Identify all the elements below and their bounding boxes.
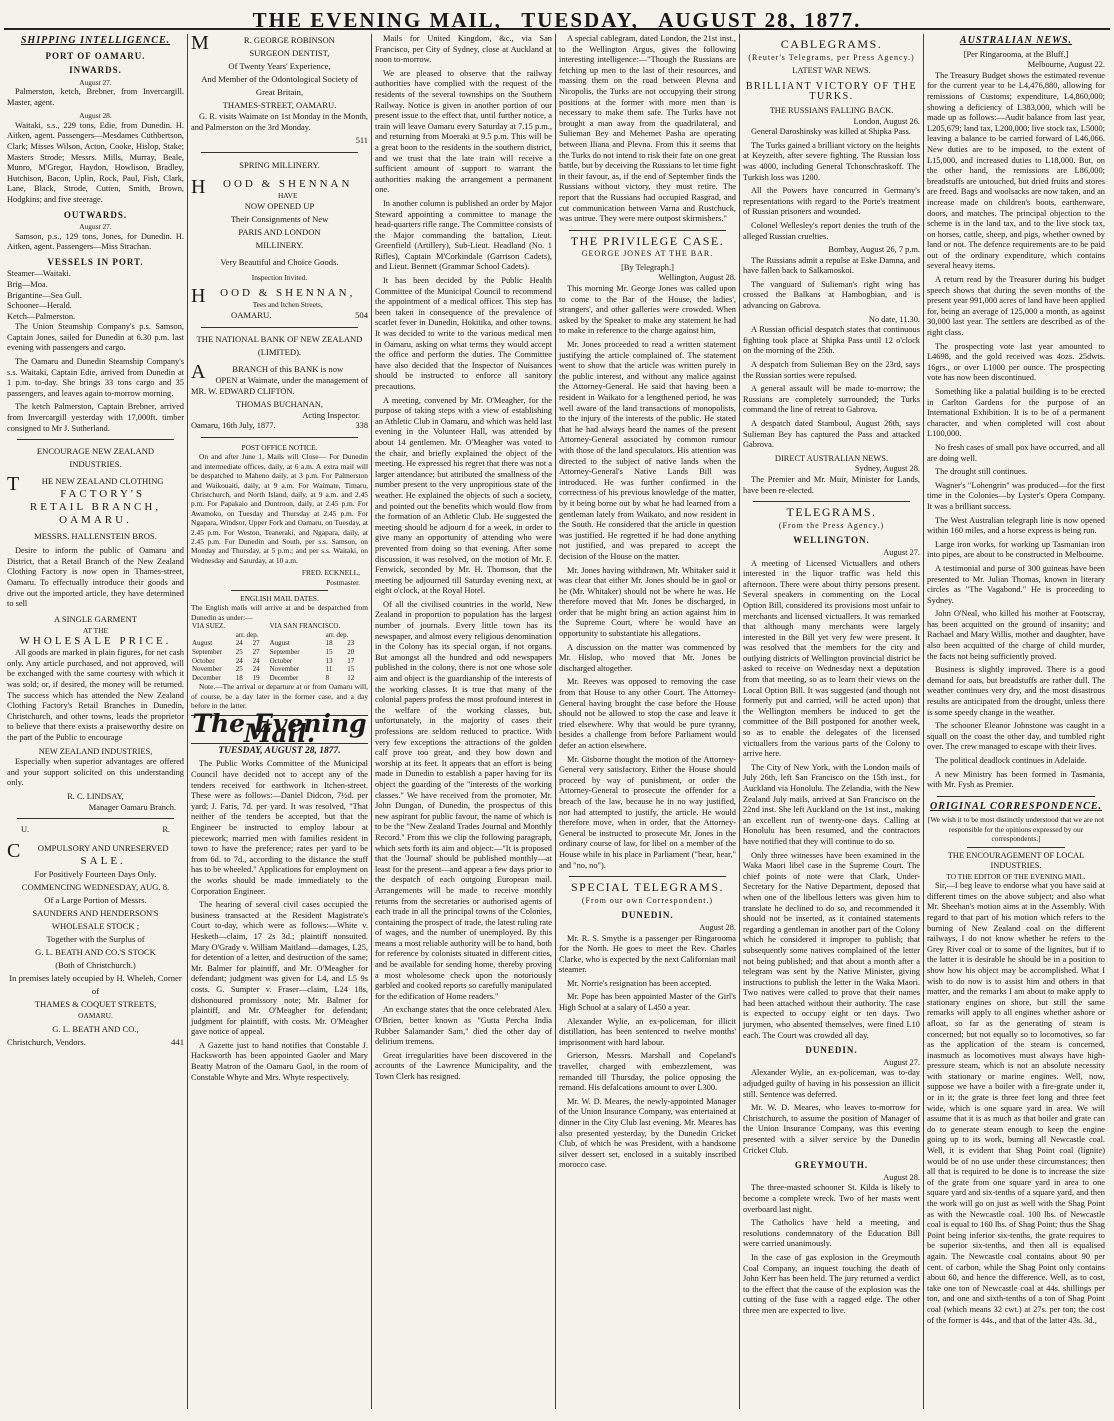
table-cell: 27 xyxy=(252,648,260,657)
paragraph: Business is slightly improved. There is a good demand for oats, but breadstuffs are rather dull. The weather continues very dry, and the most disastrous results are anticipated from the drought, unless there is some speedy change in the weather. xyxy=(927,665,1105,717)
table-row xyxy=(191,657,368,666)
paragraph: Waitaki, s.s., 229 tons, Edie, from Dunedin. H. Aitken, agent. Passengers—Mesdames Cuthbertson, Clark; Misses Wilson, Acton, Cooke, Hislop, Stake; Masters Strode; Messrs. Mills, Murray, Beale, Munro, M'Gregor, Haydon, Howlison, Bradley, Hutchison, Bacon, Uplin, Rock, Paul, Fish, Clark, Lane, Black, Strode, Cutten, Smith, Brown, Hodgkins; and five steerage. xyxy=(7,120,184,204)
advert-line: MESSRS. HALLENSTEIN BROS. xyxy=(34,531,157,542)
advert-line: SURGEON DENTIST, xyxy=(249,48,330,58)
paragraph: Palmerston, ketch, Brebner, from Invercargill. Master, agent. xyxy=(7,87,184,107)
advert-line: Inspection Invited. xyxy=(251,273,308,283)
vessels-heading: VESSELS IN PORT. xyxy=(47,256,144,267)
section-subheading: (Reuter's Telegrams, per Press Agency.) xyxy=(748,52,915,62)
dateline: London, August 26. xyxy=(853,116,920,126)
advert-line: U. xyxy=(21,825,30,835)
vessel-list xyxy=(7,269,184,322)
paragraph: John O'Neal, who killed his mother at Footscray, has been acquitted on the ground of insanity; and Rachael and Mary Willis, mother and daughter, have also been acquitted of the charge of child murder, the facts not being sufficiently proved. xyxy=(927,609,1105,661)
column-2 xyxy=(188,34,372,1409)
paragraph: General Daroshinsky was killed at Shipka Pass. xyxy=(751,127,911,137)
paragraph: The vanguard of Sulieman's right wing has crossed the Balkans at Hambogbian, and is advancing on Gabrova. xyxy=(743,279,920,311)
advert-line: And Member of the Odontological Society of Great Britain, xyxy=(201,74,358,97)
advert-line: COMMENCING WEDNESDAY, AUG. 8. xyxy=(21,881,170,892)
table-cell: November xyxy=(192,665,222,674)
advert-dentist xyxy=(191,34,368,112)
table-row xyxy=(191,674,368,683)
list-item: Brig—Moa. xyxy=(7,279,48,289)
shipping-heading: SHIPPING INTELLIGENCE. xyxy=(20,35,171,46)
column-3 xyxy=(372,34,556,1409)
table-cell: 12 xyxy=(347,673,355,682)
table-cell: 23 xyxy=(347,639,355,648)
paragraph: Desire to inform the public of Oamaru and District, that a Retail Branch of the New Zealand Clothing Factory is now open in Thames-street, Oamaru. To effectually introduce their goods and drive out the imported article, they have determined to sell xyxy=(7,546,184,609)
paragraph: Sir,—I beg leave to endorse what you have said at different times on the above subject; and also what Mr. Sheehan's motion aims at in the Assembly. With regard to that part of his motion which refers to the burning of New Zealand coal on the different railways, I do not know whether he refers to the Grey River coal or to some of the lignites, but if to the latter it is desirable he should be in a position to show how his object may be accomplished. What I wish to do now is to assist him and others in that matter, and the remarks I am about to make apply to stationary engines on shore, but still the same remarks will apply to all engines whether ashore or afloat, so far as the generating of steam is concerned; but not equally so to locomotives, so far as the application of the steam is concerned, inasmuch as locomotives must always have high-pressure steam, which is not an absolute necessity with stationary or marine engines. Well, now, suppose we have a boiler with a fire-grate under it, or in it; the grate is three feet long and three feet wide, which is one square yard in area. We will assume that it is as much as that boiler and grate can do to generate steam enough to keep the engine going up to its work, burning all Newcastle coal. Well, it is evident that Shag Point coal (lignite) would be of no use under these circumstances; then all that is required to be done is to increase the size of the grate from one square yard in area to one square yard and six-tenths of a square yard, and then the work will go on just as well with the Shag Point as with the Newcastle coal. 100 lbs. of Newcastle coal is equal to 160 lbs. of Shag Point; thus the Shag Point being inferior six-tenths, the grate requires to be superior six-tenths, and then all is equalised again. The Newcastle coal contains about 90 per cent. of carbon, while the Shag Point only contains about 60, and hence the difference. Well, as to cost, take one ton of Newcastle coal at 44s. shillings per ton, and one and sixth-tenths of a ton of Shag Point coal (which means 32 cwt.) at 27s. per ton; the cost of the former is 44s., and that of the latter 43s. 3d., xyxy=(927,881,1105,1325)
advert-line: G. L. BEATH AND CO.'S STOCK xyxy=(35,946,156,957)
advert-line: RETAIL BRANCH, xyxy=(29,501,162,514)
paragraph: Mr. Norrie's resignation has been accepted. xyxy=(567,978,712,988)
paragraph: The drought still continues. xyxy=(935,467,1028,477)
advert-line: MILLINERY. xyxy=(255,240,304,251)
table-cell: 25 xyxy=(235,648,243,657)
list-item: Brigantine—Sea Gull. xyxy=(7,290,82,300)
advert-line: A SINGLE GARMENT xyxy=(53,613,138,624)
paragraph: Of all the civilised countries in the world, New Zealand in proportion to population has the largest number of journals. Every little town has its newspaper, and almost every religious denomination in the Colony has its special organ, if not organs. But amongst all the hundred and odd newspapers published in the colony, there is not one whose sole aim and object is the guardianship of the interests of the working classes. It is true that many of the colonial papers profess the most profound interest in the welfare of the working classes, but, unfortunately, in the majority of cases their professions are seldom reduced to practice. With very few exceptions the attractions of the golden calf prove too great, and they bow down and worship at its feet. It appears that an effort is being made in Dunedin to establish a paper having for its object the guarding of the "interests of the working classes." We have received from the promoter, Mr. John Dungan, of Dunedin, the prospectus of this new aspirant for public favour, the name of which is to be the "New Zealand Trades Journal and Monthly Record." From this we clip the following paragraph, which sets forth its aim and object:—"It is proposed that the 'Journal' should be published monthly—at least for the present—and appear a few days prior to the despatch of each outgoing European mail. Arrangements will be made to receive monthly returns from the secretaries or authorised agents of each trade in all the principal towns of the Colonies, containing the prospect of trade, the latest ruling rate of wages, and the number of unemployed. By this means a most reliable authority will be to hand, both for reference by colonists situated in different cities, and be available for sending home, thereby proving a most wholesome check upon the notoriously garbled and cooked reports so carefully manipulated for the edification of Home readers." xyxy=(375,599,552,1001)
table-header: arr. dep. xyxy=(235,630,259,639)
paragraph: Mr. Reeves was opposed to removing the case from that House to any other Court. The Attorney-General having brought the case before the House should not be allowed to stop the case and leave it tried elsewhere. Why that would be pure tyranny, besides a challenge from before Parliament would defer an action elsewhere. xyxy=(559,677,736,750)
issue-date: TUESDAY, AUGUST 28, 1877. xyxy=(218,745,341,756)
paragraph: Alexander Wylie, an ex-policeman, was to-day adjudged guilty of having in his possession an illicit still. Sentence was deferred. xyxy=(743,1068,920,1099)
drop-cap: H xyxy=(191,284,206,307)
place-heading: DUNEDIN. xyxy=(621,910,674,921)
divider xyxy=(201,152,358,153)
dateline: August 27. xyxy=(883,1057,920,1067)
drop-cap: C xyxy=(7,839,21,862)
paragraph: Wagner's "Lohengrin" was produced—for the first time in the Colonies—by Lyster's Opera Company. It was a brilliant success. xyxy=(927,480,1105,511)
advert-line: SPRING MILLINERY. xyxy=(239,159,320,170)
table-row xyxy=(191,648,368,657)
paragraph: The Premier and Mr. Muir, Minister for Lands, have been re-elected. xyxy=(743,474,920,495)
paragraph: A special cablegram, dated London, the 21st inst., to the Wellington Argus, gives the following interesting intelligence:—"Though the Russians are fetching up men to the last of their resources, and massing them on the road between Plevna and Nicopolis, the Turks are not occupying their strong positions at the former with more men than is necessary to make them safe. The Turks have not brought a man away from the quadrilateral, and Sulieman Bey and Mehemet Pasha are operating between Iliana and Plevna. From this it seems that the Turks do not intend to risk their fate on one great battle, but by deceiving the Russians to let time fight in their favour, as, if the end of September finds the Russians without victory, they must retire. The report that the Russians had occupied Rasgrad, and cut communication between Varna and Rustchuck, was untrue. They were mere outpost skirmishers." xyxy=(559,34,736,224)
advert-number: 338 xyxy=(355,421,368,431)
paragraph: The City of New York, with the London mails of July 26th, left San Francisco on the 15th inst., for Auckland via Honolulu. The Zelandia, with the New Zealand July mails, arrived at San Francisco on the 22nd inst. She left Auckland on the 1st inst., making an excellent run of twenty-one days. Calling at Honolulu has been resumed, and the contractors have notified that they will continue to do so. xyxy=(743,762,920,846)
paragraph: Especially when superior advantages are offered and your support solicited on this understanding only. xyxy=(7,757,184,788)
paragraph: A new Ministry has been formed in Tasmania, with Mr. Fysh as Premier. xyxy=(927,769,1105,790)
place-heading: GREYMOUTH. xyxy=(794,1160,869,1171)
section-subheading: (From our own Correspondent.) xyxy=(581,895,714,905)
table-cell: 17 xyxy=(347,656,355,665)
dateline: [By Telegraph.] xyxy=(621,262,674,272)
dateline: Melbourne, August 22. xyxy=(1027,60,1105,70)
advert-line: FACTORY'S xyxy=(60,488,146,501)
paragraph: Grierson, Messrs. Marshall and Copeland's traveller, charged with embezzlement, was remanded till Thursday, the police opposing the remand. His defalcations amount to over L300. xyxy=(559,1051,736,1093)
advert-line: OMPULSORY AND UNRESERVED xyxy=(37,842,169,853)
divider xyxy=(569,876,726,877)
advert-line: THAMES-STREET, OAMARU. xyxy=(222,100,337,110)
dateline: August 27. xyxy=(883,547,920,557)
table-cell: 18 xyxy=(235,673,243,682)
advert-line: Very Beautiful and Choice Goods. xyxy=(220,257,339,268)
divider xyxy=(201,327,358,328)
paragraph: G. R. visits Waimate on 1st Monday in the Month, and Palmerston on the 3rd Monday. xyxy=(191,112,368,132)
paragraph: Mails for United Kingdom, &c., via San Francisco, per City of Sydney, close at Auckland at noon to-morrow. xyxy=(375,34,552,65)
section-heading: BRILLIANT VICTORY OF THE TURKS. xyxy=(745,80,918,103)
advert-line: For Positively Fourteen Days Only. xyxy=(34,868,157,879)
paragraph: A testimonial and purse of 300 guineas have been presented to Mr. Julian Thomas, known in literary circles as "The Vagabond." He is proceeding to Sydney. xyxy=(927,563,1105,605)
advert-sale xyxy=(7,839,184,1049)
table-cell: 19 xyxy=(252,673,260,682)
dateline: August 28. xyxy=(79,111,112,121)
advert-line: AT THE xyxy=(83,625,108,635)
section-heading: THE PRIVILEGE CASE. xyxy=(570,233,725,248)
advert-line: Christchurch, Vendors. xyxy=(7,1037,86,1048)
newspaper-page xyxy=(4,4,1110,1413)
paragraph: Alexander Wylie, an ex-policeman, for illicit distillation, has been sentenced to twelve months' imprisonment with hard labour. xyxy=(559,1016,736,1047)
paragraph: The political deadlock continues in Adelaide. xyxy=(935,756,1087,765)
table-cell: August xyxy=(269,639,290,648)
inwards-heading: INWARDS. xyxy=(69,65,122,76)
advert-line: Together with the Surplus of xyxy=(46,933,145,944)
table-row xyxy=(191,639,368,648)
table-cell: October xyxy=(269,656,293,665)
outwards-heading: OUTWARDS. xyxy=(63,209,128,220)
section-subheading: DIRECT AUSTRALIAN NEWS. xyxy=(774,453,889,463)
section-subheading: LATEST WAR NEWS. xyxy=(792,66,871,76)
paragraph: No fresh cases of small pox have occurred, and all are doing well. xyxy=(927,442,1105,463)
paragraph: The ketch Palmerston, Captain Brebner, arrived from Invercargill yesterday with 17,000ft. timber consigned to Mr J. Sutherland. xyxy=(7,402,184,433)
drop-cap: T xyxy=(7,473,20,496)
paragraph: Only three witnesses have been examined in the Waka Maori libel case in the Supreme Court. The chief points of note were that Clark, Under-Secretary for the Native Department, deposed that when one of the libellous letters was given him to translate he declined to do so, and recommended it should not be inserted, as it contained statements regarding a gentleman in another part of the Colony which he considered it improper to publish; that subsequently some natives complained of the letter not being published; and that about a month after a telegram was sent by the Native Minister, giving instructions to publish the letter in the Waka Maori. Two natives were called to prove that their names had been attached without their authority. The case is expected to occupy eight or ten days. Two jurymen, who absented themselves, were fined L10 each. The Court was crowded all day. xyxy=(743,850,920,1040)
column-4 xyxy=(556,34,740,1409)
divider xyxy=(753,501,910,502)
paragraph: A discussion on the matter was commenced by Mr. Hislop, who moved that Mr. Jones be discharged altogether. xyxy=(559,642,736,673)
advert-line: SAUNDERS AND HENDERSON'S xyxy=(32,907,159,918)
paragraph: Note.—The arrival or departure at or from Oamaru will, of course, be a day later in the former case, and a day before in the latter. xyxy=(191,682,368,711)
advert-line: Their Consignments of New xyxy=(230,214,329,225)
dateline: August 28. xyxy=(699,922,736,932)
section-subheading: THE ENCOURAGEMENT OF LOCAL INDUSTRIES. xyxy=(947,850,1085,871)
paragraph: The Russians admit a repulse at Eske Damna, and have fallen back to Salkamoskoi. xyxy=(743,255,920,276)
advert-line: SALE. xyxy=(80,854,126,867)
column-1 xyxy=(4,34,188,1409)
paragraph: A general assault will be made to-morrow; the Russians are completely surrounded; the Turks command the line of retreat to Gabrova. xyxy=(743,384,920,415)
advert-line: NEW ZEALAND INDUSTRIES, xyxy=(38,746,153,756)
dateline: August 27. xyxy=(79,77,112,87)
table-cell: October xyxy=(192,656,215,665)
signature: Manager Oamaru Branch. xyxy=(88,802,176,812)
paragraph: The Public Works Committee of the Municipal Council have decided not to accept any of the tenders received for earthwork in Itchen-street. These were as follows:—Daniel Didcon, 7½d. per yard; J. Faris, 7d. per yard. It was resolved, "That neither of the tenders be accepted, but that the Engineer be instructed to employ labour at piecework; married men with families resident in town to have the preference; rates per yard to be from 6d. to 7d., according to the distance the stuff has to be wheeled." Applications for employment on the works should be made immediately to the Corporation Engineer. xyxy=(191,759,368,896)
advert-line: Of a Large Portion of Messrs. xyxy=(44,894,147,905)
dateline: Bombay, August 26, 7 p.m. xyxy=(828,245,920,255)
table-cell: 11 xyxy=(325,665,333,674)
paragraph: We are pleased to observe that the railway authorities have complied with the request of the residents of the several townships on the Southern Railway. Notice is given in another portion of our present issue to the effect that, until further notice, a train will leave Oamaru every Saturday at 7.15 p.m., and returning from Moeraki at 9.5 p.m. This will be a great boon to the residents in the southern district, and we trust that the late train will receive a sufficient amount of support to warrant the authorities making the arrangement a permanent one. xyxy=(375,68,552,195)
table-cell: September xyxy=(269,648,300,657)
table-header: arr. dep. xyxy=(325,630,349,639)
advert-line: R. GEORGE ROBINSON xyxy=(243,35,335,45)
place-heading: WELLINGTON. xyxy=(793,535,870,546)
advert-line: INDUSTRIES. xyxy=(69,459,122,470)
drop-cap: H xyxy=(191,175,206,198)
section-heading: ENGLISH MAIL DATES. xyxy=(240,594,319,604)
paragraph: Mr. Gisborne thought the motion of the Attorney-General very satisfactory. Either the House should proceed by way of punishment, or order the Attorney-General to prosecute the offender for a breach of the law, because he in no way justified, nor had attempted to justify, the article. He would therefore move, when in order, that the Attorney-General be instructed to prosecute Mr. Jones in the ordinary course of law, for libel on a member of the House while in his place in Parliament ("hear, hear," and "no, no"). xyxy=(559,754,736,870)
paragraph: The Catholics have held a meeting, and resolutions condemnatory of the Education Bill were carried unanimously. xyxy=(743,1218,920,1249)
paragraph: Mr. Jones having withdrawn, Mr. Whitaker said it was clear that either Mr. Jones should be in gaol or he (Mr. Whitaker) should not be where he was. He therefore moved that Mr. Jones be discharged, in order that he might bring an action against him in the Supreme Court, where he would have an opportunity to substantiate his allegations. xyxy=(559,565,736,639)
drop-cap: M xyxy=(191,34,209,54)
paragraph: An exchange states that the once celebrated Alex. O'Brien, better known as "Gutta Percha India Rubber Salamander Sam," died the other day of delirium tremens. xyxy=(375,1005,552,1047)
paragraph: In another column is published an order by Major Steward appointing a committee to manage the head-quarters rifle range. The Committee consists of the Major commanding the battalion, Lieut. Greenfield (Artillery), Sub-Lieut. Headland (No. 1 Rifles), Captain M'Corkindale (Garrison Cadets), and Lieut. Bennett (Grammar School Cadets). xyxy=(375,198,552,272)
divider xyxy=(201,437,358,438)
paragraph: The hearing of several civil cases occupied the business transacted at the Resident Magistrate's Court to-day, which were as follows:—White v. Hesketh—claim, 17 2s 3d.; plaintiff nonsuited. Mary O'Grady v. William Maitland—damages, L25, for detention of a letter, and destruction of the same; Mr. Balmer for plaintiff, and Mr. O'Meagher for defendant; judgment was given for L4, and L5 9s costs. G. Sumpter v. Fraser—claim, L24 18s, dishonoured promissory note; Mr. Balmer for plaintiff, and Mr. O'Meagher for defendant; judgment for plaintiff, with costs. Mr. O'Meagher gave notice of appeal. xyxy=(191,900,368,1037)
advert-line: THOMAS BUCHANAN, xyxy=(235,400,323,410)
divider xyxy=(231,590,328,591)
place-heading: DUNEDIN. xyxy=(805,1045,858,1056)
advert-line: WHOLESALE PRICE. xyxy=(19,635,172,648)
port-heading: PORT OF OAMARU. xyxy=(45,50,146,61)
section-subheading: THE RUSSIANS FALLING BACK. xyxy=(769,105,894,115)
column-6 xyxy=(924,34,1108,1409)
section-heading: POST OFFICE NOTICE. xyxy=(241,442,318,452)
table-cell: August xyxy=(192,639,213,648)
table-cell: 24 xyxy=(235,656,243,665)
advert-line: OOD & SHENNAN, xyxy=(220,286,356,299)
section-subheading: [Per Ringarooma, at the Bluff.] xyxy=(963,49,1069,59)
disclaimer: [We wish it to be most distinctly understood that we are not responsible for the opinions expressed by our correspondents.] xyxy=(927,815,1105,844)
advert-line: HE NEW ZEALAND CLOTHING xyxy=(41,476,164,487)
section-heading: TELEGRAMS. xyxy=(786,505,877,520)
table-cell: 24 xyxy=(235,639,243,648)
paragraph: The Oamaru and Dunedin Steamship Company's s.s. Waitaki, Captain Edie, arrived from Dunedin at 1 p.m. to-day. She brings 33 tons cargo and 35 passengers, and leaves again to-morrow morning. xyxy=(7,357,184,398)
dateline: August 28. xyxy=(883,1172,920,1182)
paragraph: Colonel Wellesley's report denies the truth of the alleged Russian cruelties. xyxy=(743,220,920,241)
list-item: Schooner—Herald. xyxy=(7,301,72,311)
divider xyxy=(17,818,174,819)
dateline: Sydney, August 28. xyxy=(854,464,920,474)
dateline: No date, 11.30. xyxy=(868,314,920,324)
advert-line: Of Twenty Years' Experience, xyxy=(228,61,331,71)
paragraph: The English mails will arrive at and be despatched from Dunedin as under:— xyxy=(191,603,368,622)
advert-clothing xyxy=(7,445,184,543)
paragraph: Large iron works, for working up Tasmanian iron into pipes, are about to be constructed in Melbourne. xyxy=(927,539,1105,560)
advert-line: R. xyxy=(162,825,170,835)
paragraph: A Gazette just to hand notifies that Constable J. Hacksworth has been appointed Gaoler and Mary Beatty Matron of the Oamaru Gaol, in the room of Constable Whyte and Mrs. Whyte respectively. xyxy=(191,1040,368,1082)
advert-number: 504 xyxy=(355,310,368,320)
paragraph: Mr. Jones proceeded to read a written statement justifying the article complained of. The statement went to show that the article was written purely in the public interest, and without any malice against the Attorney-General. He said that having been a resident in Waikato for a lengthened period, he was well aware of the land transactions of monopolists, to the injury of the interests of the public. He stated that he had always heard the names of the present Attorney-General associated by common rumour with those of the land speculators. His attention was directed to the subject of native lands when the Attorney-General's Native Lands Bill was introduced. He was further confirmed in the correctness of his previous knowledge of the matter, by it being borne out by what he had learned from a gentleman lately from Waikato, and now resident in the South. He considered that the article in question was justified. He regretted if he had done anything not justified, and was prepared to accept the decision of the House on the matter. xyxy=(559,340,736,561)
table-header: VIA SUEZ. xyxy=(192,622,226,631)
table-cell: December xyxy=(192,673,221,682)
table-cell: 8 xyxy=(325,673,330,682)
advert-line: BRANCH of this BANK is now xyxy=(232,364,344,374)
paragraph: On and after June 1, Mails will Close— For Dunedin and intermediate offices, daily, at 6 a.m. A extra mail will be despatched to Maheno daily, at 3 p.m. For Palmerston and Waikouaiti, daily, at 9 a.m. For Waimate, Timaru, Christchurch, and North Island, daily, at 9 a.m. and 2.45 p.m. For Papakaio and Duntroon, daily, at 2.45 p.m. For Awamoko, on Tuesday and Thursday at 2.45 p.m. For Ngapara, Windsor, Upper Fork and Oamaru, on Tuesday, at 2.45 p.m. For Weston, Teaneraki, and Ngapara, daily, at 2.45 p.m. For Dunedin and South, per s.s. Samson, on Monday and Thursday, at 5 p.m.; and per s.s. Waitaki, on Wednesday and Saturday, at 10 a.m. xyxy=(191,452,368,565)
section-heading: SPECIAL TELEGRAMS. xyxy=(570,880,724,895)
table-cell: 24 xyxy=(252,656,260,665)
advert-line: PARIS AND LONDON xyxy=(238,227,321,238)
table-cell: September xyxy=(192,648,222,657)
masthead-title: THE EVENING MAIL, xyxy=(252,8,502,32)
advert-line: HAVE xyxy=(277,190,298,200)
paragraph: The Turks gained a brilliant victory on the heights at Keyzeith, after severe fighting. The Russian loss was 4000, including General Tchonschraskoff. The Turkish loss was 1200. xyxy=(743,140,920,182)
advert-line: THAMES & COQUET STREETS, xyxy=(34,998,157,1009)
table-cell: December xyxy=(269,673,299,682)
list-item: Steamer—Waitaki. xyxy=(7,269,71,279)
paragraph: A meeting of Licensed Victuallers and others interested in the liquor traffic was held this afternoon. There were about thirty persons present. Several speakers in commenting on the Local Option Bill, considered its provisions most unfair to merchants and licensed victuallers. It was remarked that although many merchants were largely interested in the Bill yet very few were present. It was resolved that the members for the city and outlying districts of Wellington provincial district be asked to receive on Wednesday next a deputation from that meeting, so as to learn their views on the Local Option Bill. It was suggested (and though not formerly put and carried, will be acted upon) that the Wellington members be induced to get the committee of the Bill postponed for another week, so as to enable the delegates of the licensed victuallers from the various parts of the Colony to arrive here. xyxy=(743,558,920,759)
advert-line: OAMARU. xyxy=(231,310,272,320)
advert-header xyxy=(7,825,184,836)
signature: Postmaster. xyxy=(326,577,360,587)
paragraph: All goods are marked in plain figures, for net cash only. Any article purchased, and not approved, will be exchanged with the same courtesy with which it was sold; or, if desired, the money will be returned. The success which has attended the New Zealand Clothing Factory's Retail Branches in Dunedin, Christchurch, and other towns, leads the proprietor to believe that there exists a praiseworthy desire on the part of the Public to encourage xyxy=(7,648,184,742)
signature: Acting Inspector. xyxy=(302,410,360,420)
section-heading: CABLEGRAMS. xyxy=(780,37,883,51)
advert-number: 511 xyxy=(355,136,368,146)
paragraph: The Union Steamship Company's p.s. Samson, Captain Jones, sailed for Dunedin at 6.30 p.m. last evening with passengers and cargo. xyxy=(7,322,184,353)
table-cell: 27 xyxy=(252,639,260,648)
advert-line: G. L. BEATH AND CO., xyxy=(52,1024,139,1035)
mail-dates-table xyxy=(191,622,368,682)
section-heading: ORIGINAL CORRESPONDENCE. xyxy=(930,800,1102,812)
section-subheading: GEORGE JONES AT THE BAR. xyxy=(581,249,714,259)
paragraph: A meeting, convened by Mr. O'Meagher, for the purpose of taking steps with a view of establishing an Athletic Club in Oamaru, and which was held last evening in the Volunteer Hall, was attended by about 14 gentlemen. Mr. O'Meagher was voted to the chair, and briefly explained the object of the meeting. He expressed his regret that there was not a larger attendance; but attributed the smallness of the number present to the very unpropitious state of the weather. He explained the objects of such a society, and pointed out the benefits which would flow from the formation of an Athletic Club. He suggested the meeting should be adjourn d for a week, in order to give many an opportunity of attending who were prevented from doing so that evening. After some discussion, it was resolved, on the motion of Mr. F. Fenwick, seconded by Mr. H. Thomson, that the meeting be adjourned till Saturday evening next, at eight o'clock, at the Royal Hotel. xyxy=(375,395,552,596)
advert-line: OOD & SHENNAN xyxy=(223,177,353,190)
paragraph: A despatch dated Stamboul, August 26th, says Sulieman Bey has captured the Pass and attacked Gabrova. xyxy=(743,419,920,450)
section-heading: AUSTRALIAN NEWS. xyxy=(959,35,1073,46)
table-cell: 20 xyxy=(347,648,355,657)
advert-line: (Both of Christchurch.) xyxy=(55,959,136,970)
advert-millinery xyxy=(191,159,368,322)
table-cell: 25 xyxy=(235,665,243,674)
table-cell: November xyxy=(269,665,300,674)
signature: FRED. ECKNELL, xyxy=(301,568,360,578)
advert-line: In premises lately occupied by H. Wheleh, Corner of xyxy=(9,972,182,996)
table-cell: 15 xyxy=(325,648,333,657)
masthead xyxy=(4,4,1110,30)
paragraph: OPEN at Waimate, under the management of MR. W. EDWARD CLIFTON. xyxy=(191,376,368,396)
advert-line: R. C. LINDSAY, xyxy=(67,791,124,801)
section-subheading: TO THE EDITOR OF THE EVENING MAIL. xyxy=(946,871,1086,881)
paragraph: Great irregularities have been discovered in the accounts of the Lawrence Municipality, and the Town Clerk has resigned. xyxy=(375,1050,552,1081)
paragraph: Mr. W. D. Meares, who leaves to-morrow for Christchurch, to assume the position of Manager of the Union Insurance Company, was this evening presented with a silver service by the Dunedin Cricket Club. xyxy=(743,1103,920,1155)
advert-line: NOW OPENED UP xyxy=(244,201,315,212)
paragraph: Mr. R. S. Smythe is a passenger per Ringarooma for the North. He goes to meet the Rev. Charles Clarke, who is expected by the next Californian mail steamer. xyxy=(559,933,736,975)
masthead-date: AUGUST 28, 1877. xyxy=(658,8,862,32)
advert-line: Tees and Itchen Streets, xyxy=(252,299,323,309)
advert-bank xyxy=(191,333,368,383)
paragraph: Something like a palatial building is to be erected in Carlton Gardens for the purpose of an International Exhibition. It is to be of a permanent character, and when completed will cost about L100,000. xyxy=(927,387,1105,439)
advert-line: ENCOURAGE NEW ZEALAND xyxy=(36,446,155,457)
paragraph: The West Australian telegraph line is now opened within 160 miles, and a horse express is being run. xyxy=(927,515,1105,536)
dateline: August 27. xyxy=(79,222,112,232)
paragraph: A despatch from Sulieman Bey on the 23rd, says the Russian sorties were repulsed. xyxy=(743,360,920,380)
divider xyxy=(937,796,1095,797)
table-cell: 15 xyxy=(347,665,355,674)
column-5 xyxy=(740,34,924,1409)
paragraph: The three-masted schooner St. Kilda is likely to become a complete wreck. Two of her masts went overboard last night. xyxy=(743,1183,920,1214)
dateline: Wellington, August 28. xyxy=(658,273,736,283)
divider xyxy=(569,230,726,231)
paragraph: Mr. W. D. Meares, the newly-appointed Manager of the Union Insurance Company, was entertained at dinner in the City Club last evening. Mr. Meares has also presented yesterday, by the Dunedin Cricket Club, of which he was President, with a handsome silver dessert set, enclosed in a suitably inscribed morocco case. xyxy=(559,1096,736,1170)
section-subheading: (From the Press Agency.) xyxy=(778,520,885,530)
advert-line: THE NATIONAL BANK OF NEW ZEALAND (LIMITED). xyxy=(196,334,363,357)
paragraph: A Russian official despatch states that continuous fighting took place at Shipka Pass until 12 o'clock on the morning of the 25th. xyxy=(743,325,920,356)
divider xyxy=(967,847,1065,848)
newspaper-flag: The Evening Mail. xyxy=(192,708,367,749)
table-cell: 18 xyxy=(325,639,333,648)
drop-cap: A xyxy=(191,361,206,383)
table-cell: 24 xyxy=(252,665,260,674)
masthead-day: TUESDAY, xyxy=(521,8,639,32)
advert-line: OAMARU. xyxy=(59,514,132,527)
table-header: VIA SAN FRANCISCO. xyxy=(269,622,341,631)
table-cell: 13 xyxy=(325,656,333,665)
paragraph: Mr. Pope has been appointed Master of the Girl's High School at a salary of L450 a year. xyxy=(559,992,736,1013)
advert-line: Oamaru, 16th July, 1877. xyxy=(191,421,276,431)
paragraph: All the Powers have concurred in Germany's representations with regard to the Porte's treatment of Russian prisoners and wounded. xyxy=(743,186,920,217)
advert-number: 441 xyxy=(171,1037,184,1048)
advert-line: OAMARU. xyxy=(78,1010,113,1020)
divider xyxy=(17,439,174,440)
paragraph: The schooner Eleanor Johnstone was caught in a squall on the coast the other day, and tumbled right over. The crew managed to escape with their lives. xyxy=(927,721,1105,752)
paragraph: In the case of gas explosion in the Greymouth Coal Company, an inquest touching the death of John Kerr has been held. The jury returned a verdict to the effect that the cause of the explosion was the cutting of the fuse with a ragged edge. The other three men are expected to live. xyxy=(743,1252,920,1315)
paragraph: It has been decided by the Public Health Committee of the Municipal Council to recommend the appointment of a medical officer. This step has been taken in consequence of the prevalence of scarlet fever in Dunedin, Hokitika, and other towns. It was decided to write to the various medical men in Oamaru, asking on what terms they would accept the office and perform the duties. The Committee have also decided that the Inspector of Nuisances should be instructed to enforce all sanitory precautions. xyxy=(375,276,552,391)
list-item: Ketch—Palmerston. xyxy=(7,311,76,321)
paragraph: The prospecting vote last year amounted to L4698, and the gold received was 4ozs. 25dwts. 16grs., or over L1000 per ounce. The prospecting vote has now been discontinued. xyxy=(927,341,1105,383)
table-row xyxy=(191,665,368,674)
paragraph: This morning Mr. George Jones was called upon to come to the Bar of the House, the ladies', strangers', and other galleries were crowded. When asked by the Speaker to make any statement he had to make in reference to the charge against him, xyxy=(559,284,736,336)
paragraph: A return read by the Treasurer during his budget speech shows that during the seven months of the present year 991,000 acres of land have been applied for, being an average of 125,000 a month, as against 30,000 last year. The settlers are described as of the right class. xyxy=(927,275,1105,338)
paragraph: Samson, p.s., 129 tons, Jones, for Dunedin. H. Aitken, agent. Passengers—Miss Strachan. xyxy=(7,231,184,252)
advert-line: WHOLESALE STOCK ; xyxy=(51,920,140,931)
paragraph: The Treasury Budget shows the estimated revenue for the current year to be L4,476,880, allowing for remissions of Customs; expenditure, L4,860,000; showing a deficiency of L383,000, which will be made up as follows:—Audit balance from last year, L205,679; land tax, L200,000; live stock tax, L5000; leaving a balance to be carried forward of L46,066. New duties are to be imposed, to the extent of L15,000, and increased duties to L18,000. But, on the other hand, the remissions are L86,000; breadstuffs are untouched, but dried fruits and stores are freed. Bags and woolsacks are now taken, and an increase made on children's boots, earthenware, doors, and matches. The principal objection to the scheme is in the land tax, and to the live stock tax, on horses, cattle, sheep, and pigs, whether owned by land or not. The defence requirements are to be paid out of the ordinary expenditure, which contains several heavy items. xyxy=(927,70,1105,271)
